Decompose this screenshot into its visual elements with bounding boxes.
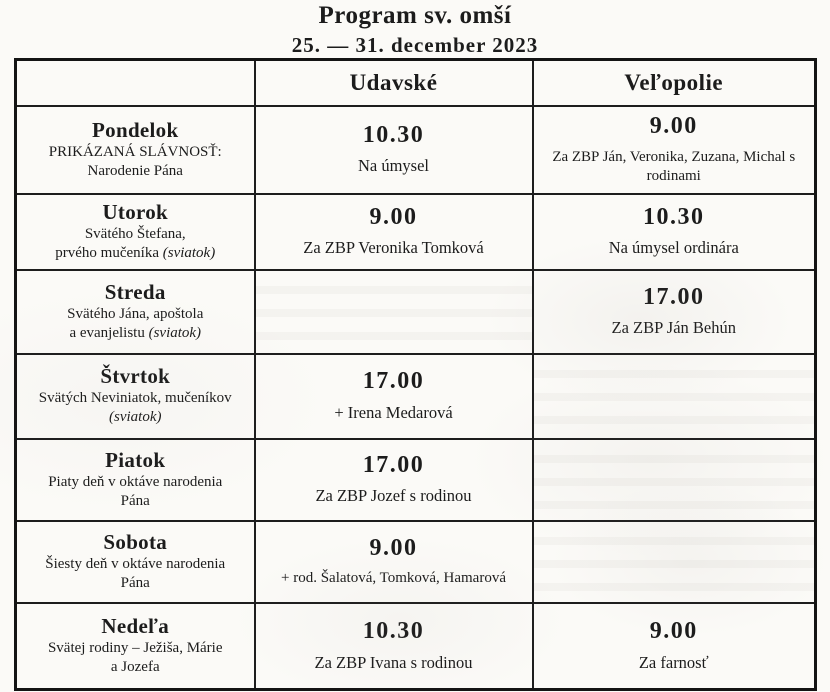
day-cell xyxy=(16,521,255,603)
schedule-row xyxy=(16,106,816,194)
day-cell xyxy=(16,194,255,270)
udavske-mass-cell xyxy=(255,521,533,603)
mass-intention: Na úmysel xyxy=(357,156,430,176)
day-description: Svätej rodiny – Ježiša, Márie a Jozefa xyxy=(47,640,223,675)
udavske-mass-cell xyxy=(255,194,533,270)
velopolie-mass-cell xyxy=(533,354,816,439)
velopolie-mass-cell xyxy=(533,439,816,521)
day-name: Štvrtok xyxy=(100,364,171,389)
mass-time: 17.00 xyxy=(362,451,425,478)
velopolie-mass-cell xyxy=(533,194,816,270)
mass-intention: + rod. Šalatová, Tomková, Hamarová xyxy=(281,570,506,587)
mass-intention: Za ZBP Veronika Tomková xyxy=(303,238,484,258)
schedule-row xyxy=(16,194,816,270)
day-description: Svätých Neviniatok, mučeníkov (sviatok) xyxy=(38,390,232,426)
mass-intention: Za ZBP Ján, Veronika, Zuzana, Michal s rodinami xyxy=(552,149,796,184)
mass-intention: Za ZBP Ján Behún xyxy=(611,318,736,338)
day-description: Šiesty deň v oktáve narodenia Pána xyxy=(45,555,226,591)
velopolie-mass-cell xyxy=(533,106,816,194)
udavske-mass-cell xyxy=(255,439,533,521)
mass-schedule-table xyxy=(14,58,817,691)
velopolie-column-header: Veľopolie xyxy=(533,60,816,106)
schedule-row xyxy=(16,439,816,521)
document-date-range: 25. — 31. december 2023 xyxy=(291,32,539,57)
mass-time: 9.00 xyxy=(649,618,698,645)
schedule-row xyxy=(16,521,816,603)
velopolie-mass-cell xyxy=(533,521,816,603)
mass-intention: + Irena Medarová xyxy=(334,402,453,422)
day-name: Pondelok xyxy=(92,117,179,142)
mass-intention: Za farnosť xyxy=(638,652,709,672)
day-cell xyxy=(16,106,255,194)
velopolie-mass-cell xyxy=(533,603,816,690)
day-cell xyxy=(16,354,255,439)
day-name: Nedeľa xyxy=(101,613,170,638)
day-column-header xyxy=(16,60,255,106)
day-name: Sobota xyxy=(103,529,168,554)
schedule-row xyxy=(16,603,816,690)
mass-time: 9.00 xyxy=(369,203,418,230)
day-name: Utorok xyxy=(102,199,169,224)
day-name: Streda xyxy=(104,279,166,304)
mass-time: 9.00 xyxy=(649,113,698,140)
header-row xyxy=(16,60,816,106)
udavske-mass-cell xyxy=(255,106,533,194)
day-name: Piatok xyxy=(105,447,166,472)
udavske-mass-cell xyxy=(255,354,533,439)
day-cell xyxy=(16,439,255,521)
mass-intention: Za ZBP Jozef s rodinou xyxy=(315,486,472,506)
velopolie-mass-cell xyxy=(533,270,816,354)
day-description: Svätého Jána, apoštola a evanjelistu (sviatok) xyxy=(67,305,204,341)
udavske-mass-cell xyxy=(255,270,533,354)
udavske-mass-cell xyxy=(255,603,533,690)
day-description: Piaty deň v oktáve narodenia Pána xyxy=(48,473,223,509)
day-description: Svätého Štefana, prvého mučeníka (sviatok) xyxy=(55,225,216,261)
udavske-column-header: Udavské xyxy=(255,60,533,106)
mass-time: 10.30 xyxy=(362,618,425,645)
day-cell xyxy=(16,603,255,690)
day-cell xyxy=(16,270,255,354)
mass-intention: Na úmysel ordinára xyxy=(608,238,739,258)
mass-intention: Za ZBP Ivana s rodinou xyxy=(314,652,473,672)
schedule-row xyxy=(16,270,816,354)
mass-time: 10.30 xyxy=(643,203,705,230)
mass-time: 10.30 xyxy=(362,121,425,148)
document-title: Program sv. omší xyxy=(318,2,512,29)
mass-time: 9.00 xyxy=(369,534,418,561)
mass-time: 17.00 xyxy=(362,368,425,395)
day-description: PRIKÁZANÁ SLÁVNOSŤ: Narodenie Pána xyxy=(48,143,222,179)
page-header xyxy=(0,0,830,57)
mass-time: 17.00 xyxy=(643,283,705,310)
schedule-row xyxy=(16,354,816,439)
